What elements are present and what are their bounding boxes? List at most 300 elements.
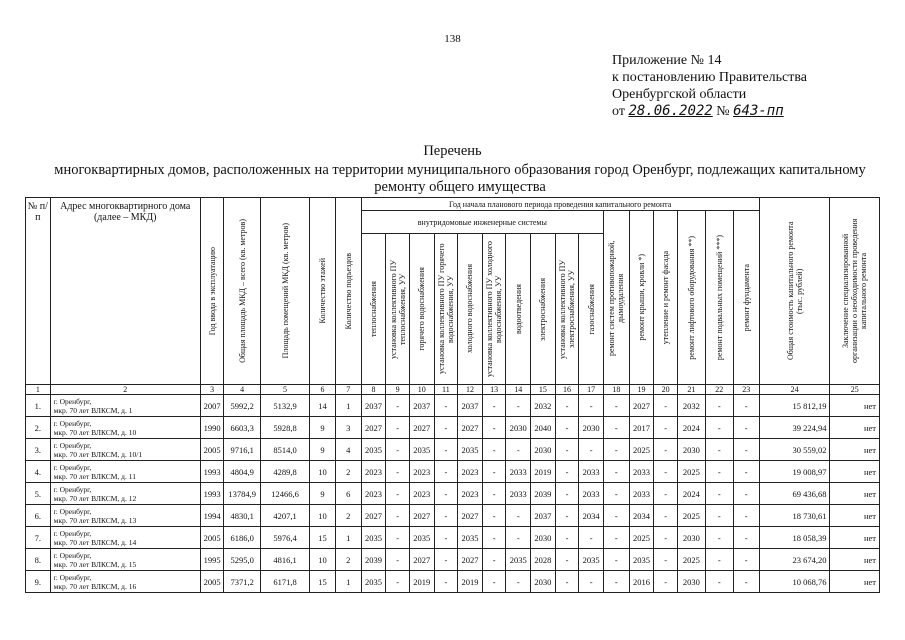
cell-cost: 23 674,20: [759, 549, 830, 571]
cell-c19: 2025: [629, 439, 654, 461]
address-line: г. Оренбург,: [53, 418, 92, 428]
table-row: [26, 395, 880, 417]
cell-c10: 2027: [409, 505, 434, 527]
cell-c9: -: [386, 505, 410, 527]
cell-c12: 2037: [458, 395, 483, 417]
cell-c12: 2023: [458, 461, 483, 483]
cell-c8: 2027: [361, 417, 386, 439]
cell-c17: 2035: [579, 549, 604, 571]
cell-c8: 2035: [361, 571, 386, 593]
cell-c15: 2019: [531, 461, 556, 483]
cell-c17: -: [579, 527, 604, 549]
column-number: 20: [654, 385, 678, 395]
table-row: [26, 439, 880, 461]
cell-c20: -: [654, 549, 678, 571]
cell-prem: 5976,4: [260, 527, 309, 549]
address-line: г. Оренбург,: [53, 506, 92, 516]
cell-c14: -: [506, 571, 531, 593]
address-line: мкр. 70 лет ВЛКСМ, д. 10: [53, 427, 137, 437]
cell-c18: -: [603, 527, 629, 549]
cell-c21: 2030: [677, 439, 705, 461]
address-line: г. Оренбург,: [53, 528, 92, 538]
cell-c13: -: [482, 395, 506, 417]
column-number: 15: [531, 385, 556, 395]
cell-c11: -: [434, 483, 458, 505]
cell-cost: 18 058,39: [759, 527, 830, 549]
cell-n: 5.: [26, 483, 51, 505]
cell-c12: 2035: [458, 439, 483, 461]
header-premises-area: Площадь помещений МКД (кв. метров): [280, 223, 290, 359]
cell-prem: 12466,6: [260, 483, 309, 505]
cell-c19: 2027: [629, 395, 654, 417]
column-number: 18: [603, 385, 629, 395]
cell-c18: -: [603, 483, 629, 505]
cell-c12: 2023: [458, 483, 483, 505]
cell-c15: 2030: [531, 439, 556, 461]
cell-address: [50, 549, 200, 571]
cell-c22: -: [705, 571, 733, 593]
cell-c10: 2023: [409, 483, 434, 505]
cell-year: 2007: [200, 395, 224, 417]
cell-c11: -: [434, 505, 458, 527]
column-number-row: [26, 385, 880, 395]
cell-cost: 19 008,97: [759, 461, 830, 483]
cell-ent: 4: [335, 439, 361, 461]
cell-total: 4804,9: [224, 461, 260, 483]
header-c21: ремонт лифтового оборудования **): [686, 235, 696, 360]
cell-c8: 2039: [361, 549, 386, 571]
column-number: 13: [482, 385, 506, 395]
cell-total: 7371,2: [224, 571, 260, 593]
column-number: 16: [555, 385, 579, 395]
cell-c10: 2023: [409, 461, 434, 483]
cell-c17: -: [579, 571, 604, 593]
cell-c11: -: [434, 439, 458, 461]
cell-c8: 2023: [361, 461, 386, 483]
cell-floors: 15: [310, 571, 336, 593]
cell-n: 4.: [26, 461, 51, 483]
cell-c20: -: [654, 527, 678, 549]
header-group-main: Год начала планового периода проведения капитального ремонта: [361, 198, 759, 211]
column-number: 23: [733, 385, 759, 395]
cell-concl: нет: [830, 505, 880, 527]
header-c17: газоснабжения: [586, 283, 596, 335]
cell-prem: 6171,8: [260, 571, 309, 593]
cell-c16: -: [555, 417, 579, 439]
cell-c9: -: [386, 549, 410, 571]
cell-address: [50, 527, 200, 549]
cell-c18: -: [603, 395, 629, 417]
cell-year: 1994: [200, 505, 224, 527]
cell-c12: 2027: [458, 417, 483, 439]
cell-c19: 2034: [629, 505, 654, 527]
address-line: мкр. 70 лет ВЛКСМ, д. 13: [53, 515, 137, 525]
cell-c11: -: [434, 461, 458, 483]
column-number: 12: [458, 385, 483, 395]
cell-c9: -: [386, 483, 410, 505]
table-row: [26, 549, 880, 571]
cell-c13: -: [482, 527, 506, 549]
cell-c10: 2035: [409, 439, 434, 461]
cell-c17: -: [579, 395, 604, 417]
table-row: [26, 417, 880, 439]
cell-c21: 2025: [677, 549, 705, 571]
header-total-area: Общая площадь МКД – всего (кв. метров): [237, 219, 247, 363]
cell-c23: -: [733, 483, 759, 505]
cell-total: 6186,0: [224, 527, 260, 549]
header-address: Адрес многоквартирного дома (далее – МКД): [50, 198, 200, 385]
address-line: г. Оренбург,: [53, 550, 92, 560]
cell-c8: 2037: [361, 395, 386, 417]
cell-c11: -: [434, 417, 458, 439]
cell-year: 1990: [200, 417, 224, 439]
cell-c18: -: [603, 571, 629, 593]
cell-c14: -: [506, 439, 531, 461]
cell-c9: -: [386, 439, 410, 461]
cell-total: 6603,3: [224, 417, 260, 439]
cell-c16: -: [555, 395, 579, 417]
cell-cost: 30 559,02: [759, 439, 830, 461]
cell-ent: 6: [335, 483, 361, 505]
cell-c11: -: [434, 571, 458, 593]
cell-c14: -: [506, 505, 531, 527]
column-number: 10: [409, 385, 434, 395]
column-number: 22: [705, 385, 733, 395]
cell-c12: 2019: [458, 571, 483, 593]
cell-c11: -: [434, 395, 458, 417]
column-number: 19: [629, 385, 654, 395]
cell-c17: 2034: [579, 505, 604, 527]
cell-c15: 2030: [531, 527, 556, 549]
header-num: № п/п: [26, 198, 51, 385]
cell-c13: -: [482, 461, 506, 483]
cell-c14: 2033: [506, 461, 531, 483]
cell-c23: -: [733, 571, 759, 593]
cell-total: 5295,0: [224, 549, 260, 571]
header-c14: водоотведения: [513, 284, 523, 334]
cell-c21: 2032: [677, 395, 705, 417]
header-conclusion: Заключение специализированной организации о необходимости проведения капитального ремонта: [841, 218, 869, 364]
address-line: г. Оренбург,: [53, 572, 92, 582]
cell-c19: 2016: [629, 571, 654, 593]
doc-subtitle: многоквартирных домов, расположенных на территории муниципального образования город Оренбург, подлежащих капитальному ремонту общего имущества: [54, 162, 866, 195]
cell-n: 2.: [26, 417, 51, 439]
cell-cost: 69 436,68: [759, 483, 830, 505]
decree-number: 643-пп: [733, 103, 784, 119]
header-c15: электроснабжения: [538, 277, 548, 341]
cell-c21: 2024: [677, 417, 705, 439]
cell-n: 1.: [26, 395, 51, 417]
cell-c15: 2039: [531, 483, 556, 505]
cell-c22: -: [705, 461, 733, 483]
cell-ent: 1: [335, 571, 361, 593]
column-number: 3: [200, 385, 224, 395]
cell-c21: 2030: [677, 527, 705, 549]
cell-total: 9716,1: [224, 439, 260, 461]
cell-c22: -: [705, 527, 733, 549]
address-line: мкр. 70 лет ВЛКСМ, д. 11: [53, 471, 136, 481]
date-prefix: от: [612, 104, 625, 119]
header-c10: горячего водоснабжения: [417, 267, 427, 351]
cell-c21: 2025: [677, 461, 705, 483]
cell-c14: -: [506, 395, 531, 417]
cell-c13: -: [482, 417, 506, 439]
cell-c21: 2024: [677, 483, 705, 505]
cell-c19: 2025: [629, 527, 654, 549]
cell-c13: -: [482, 505, 506, 527]
cell-cost: 39 224,94: [759, 417, 830, 439]
cell-c16: -: [555, 505, 579, 527]
cell-floors: 10: [310, 549, 336, 571]
column-number: 2: [50, 385, 200, 395]
cell-n: 8.: [26, 549, 51, 571]
cell-cost: 15 812,19: [759, 395, 830, 417]
cell-concl: нет: [830, 527, 880, 549]
doc-title: Перечень: [423, 143, 482, 159]
cell-concl: нет: [830, 549, 880, 571]
cell-floors: 9: [310, 417, 336, 439]
cell-c23: -: [733, 527, 759, 549]
cell-ent: 2: [335, 549, 361, 571]
column-number: 11: [434, 385, 458, 395]
cell-floors: 10: [310, 461, 336, 483]
cell-concl: нет: [830, 461, 880, 483]
address-line: мкр. 70 лет ВЛКСМ, д. 12: [53, 493, 137, 503]
cell-c9: -: [386, 571, 410, 593]
cell-cost: 18 730,61: [759, 505, 830, 527]
cell-c8: 2023: [361, 483, 386, 505]
table-row: [26, 571, 880, 593]
column-number: 5: [260, 385, 309, 395]
cell-c15: 2030: [531, 571, 556, 593]
header-c13: установка коллективного ПУ холодного водоснабжения, УУ: [485, 241, 504, 377]
cell-c19: 2035: [629, 549, 654, 571]
cell-year: 2005: [200, 439, 224, 461]
cell-ent: 2: [335, 461, 361, 483]
cell-c19: 2033: [629, 461, 654, 483]
cell-c21: 2030: [677, 571, 705, 593]
cell-concl: нет: [830, 417, 880, 439]
cell-c16: -: [555, 461, 579, 483]
header-c22: ремонт подвальных помещений ***): [714, 234, 724, 361]
column-number: 17: [579, 385, 604, 395]
cell-c20: -: [654, 395, 678, 417]
cell-ent: 2: [335, 505, 361, 527]
cell-address: [50, 571, 200, 593]
cell-floors: 10: [310, 505, 336, 527]
header-c23: ремонт фундамента: [741, 263, 751, 332]
cell-c22: -: [705, 439, 733, 461]
column-number: 7: [335, 385, 361, 395]
header-c16: установка коллективного ПУ электроснабжения, УУ: [558, 259, 577, 359]
cell-c12: 2027: [458, 549, 483, 571]
cell-c8: 2035: [361, 439, 386, 461]
cell-prem: 8514,0: [260, 439, 309, 461]
cell-c14: 2033: [506, 483, 531, 505]
houses-table: [25, 197, 880, 593]
cell-year: 1995: [200, 549, 224, 571]
cell-c11: -: [434, 549, 458, 571]
address-line: мкр. 70 лет ВЛКСМ, д. 1: [53, 405, 133, 415]
cell-year: 1993: [200, 483, 224, 505]
column-number: 1: [26, 385, 51, 395]
cell-ent: 1: [335, 395, 361, 417]
column-number: 24: [759, 385, 830, 395]
address-line: г. Оренбург,: [53, 440, 92, 450]
cell-c10: 2027: [409, 417, 434, 439]
cell-c18: -: [603, 549, 629, 571]
address-line: мкр. 70 лет ВЛКСМ, д. 15: [53, 559, 137, 569]
number-prefix: №: [716, 104, 730, 119]
address-line: г. Оренбург,: [53, 462, 92, 472]
cell-c14: 2035: [506, 549, 531, 571]
cell-c20: -: [654, 483, 678, 505]
header-c18: ремонт систем противопожарной, дымоудаления: [607, 239, 626, 356]
column-number: 6: [310, 385, 336, 395]
cell-address: [50, 505, 200, 527]
cell-c18: -: [603, 417, 629, 439]
cell-c23: -: [733, 395, 759, 417]
cell-n: 3.: [26, 439, 51, 461]
cell-c20: -: [654, 571, 678, 593]
cell-c9: -: [386, 461, 410, 483]
appendix-date-line: [612, 103, 807, 120]
cell-c12: 2035: [458, 527, 483, 549]
cell-c19: 2033: [629, 483, 654, 505]
cell-c18: -: [603, 461, 629, 483]
cell-total: 5992,2: [224, 395, 260, 417]
cell-floors: 9: [310, 439, 336, 461]
cell-c22: -: [705, 417, 733, 439]
cell-c23: -: [733, 461, 759, 483]
header-total-cost: Общая стоимость капитального ремонта (тыс. рублей): [785, 221, 804, 361]
cell-c13: -: [482, 439, 506, 461]
cell-c8: 2035: [361, 527, 386, 549]
cell-floors: 14: [310, 395, 336, 417]
cell-total: 4830,1: [224, 505, 260, 527]
cell-c17: -: [579, 439, 604, 461]
cell-c17: 2033: [579, 483, 604, 505]
cell-c11: -: [434, 527, 458, 549]
cell-c23: -: [733, 417, 759, 439]
header-group-systems: внутридомовые инженерные системы: [361, 211, 603, 234]
page-number: 138: [444, 33, 461, 45]
header-c19: ремонт крыши, кровли *): [637, 254, 647, 341]
address-line: мкр. 70 лет ВЛКСМ, д. 10/1: [53, 449, 143, 459]
cell-address: [50, 461, 200, 483]
cell-c20: -: [654, 505, 678, 527]
cell-year: 2005: [200, 571, 224, 593]
cell-c13: -: [482, 571, 506, 593]
header-c9: установка коллективного ПУ теплоснабжения, УУ: [388, 259, 407, 359]
cell-year: 2005: [200, 527, 224, 549]
cell-prem: 5928,8: [260, 417, 309, 439]
cell-n: 6.: [26, 505, 51, 527]
cell-c23: -: [733, 549, 759, 571]
header-c11: установка коллективного ПУ горячего водоснабжения, УУ: [436, 243, 455, 375]
header-year-built: Год ввода в эксплуатацию: [207, 246, 217, 336]
cell-c20: -: [654, 461, 678, 483]
cell-c14: -: [506, 527, 531, 549]
cell-floors: 9: [310, 483, 336, 505]
cell-concl: нет: [830, 395, 880, 417]
cell-c13: -: [482, 483, 506, 505]
cell-address: [50, 483, 200, 505]
decree-date: 28.06.2022: [628, 103, 713, 119]
header-c8: теплоснабжения: [368, 281, 378, 337]
cell-c20: -: [654, 417, 678, 439]
cell-c16: -: [555, 483, 579, 505]
cell-prem: 4816,1: [260, 549, 309, 571]
column-number: 8: [361, 385, 386, 395]
cell-c22: -: [705, 395, 733, 417]
table-row: [26, 527, 880, 549]
address-line: мкр. 70 лет ВЛКСМ, д. 14: [53, 537, 137, 547]
cell-year: 1993: [200, 461, 224, 483]
cell-prem: 4207,1: [260, 505, 309, 527]
header-entrances: Количество подъездов: [343, 252, 353, 330]
cell-c9: -: [386, 417, 410, 439]
cell-prem: 4289,8: [260, 461, 309, 483]
cell-c22: -: [705, 505, 733, 527]
cell-c10: 2027: [409, 549, 434, 571]
address-line: г. Оренбург,: [53, 484, 92, 494]
cell-ent: 1: [335, 527, 361, 549]
cell-c8: 2027: [361, 505, 386, 527]
cell-c10: 2035: [409, 527, 434, 549]
cell-c15: 2032: [531, 395, 556, 417]
cell-c21: 2025: [677, 505, 705, 527]
table-row: [26, 505, 880, 527]
cell-c16: -: [555, 549, 579, 571]
header-floors: Количество этажей: [318, 258, 328, 324]
appendix-block: [612, 52, 807, 120]
address-line: г. Оренбург,: [53, 396, 92, 406]
table-row: [26, 461, 880, 483]
cell-c16: -: [555, 571, 579, 593]
appendix-line1: Приложение № 14: [612, 53, 722, 68]
cell-prem: 5132,9: [260, 395, 309, 417]
cell-cost: 10 068,76: [759, 571, 830, 593]
table-row: [26, 483, 880, 505]
cell-c10: 2037: [409, 395, 434, 417]
appendix-line2: к постановлению Правительства: [612, 70, 808, 85]
cell-total: 13784,9: [224, 483, 260, 505]
cell-n: 9.: [26, 571, 51, 593]
cell-c15: 2028: [531, 549, 556, 571]
cell-c15: 2037: [531, 505, 556, 527]
address-line: мкр. 70 лет ВЛКСМ, д. 16: [53, 581, 137, 591]
cell-c9: -: [386, 527, 410, 549]
cell-concl: нет: [830, 571, 880, 593]
cell-c20: -: [654, 439, 678, 461]
cell-concl: нет: [830, 439, 880, 461]
cell-c18: -: [603, 439, 629, 461]
cell-concl: нет: [830, 483, 880, 505]
cell-c14: 2030: [506, 417, 531, 439]
appendix-line3: Оренбургской области: [612, 87, 747, 102]
cell-c22: -: [705, 549, 733, 571]
cell-c23: -: [733, 439, 759, 461]
header-c12: холодного водоснабжения: [465, 264, 475, 354]
column-number: 25: [830, 385, 880, 395]
cell-c16: -: [555, 527, 579, 549]
cell-c16: -: [555, 439, 579, 461]
table-body: [26, 395, 880, 593]
cell-address: [50, 395, 200, 417]
cell-floors: 15: [310, 527, 336, 549]
column-number: 14: [506, 385, 531, 395]
